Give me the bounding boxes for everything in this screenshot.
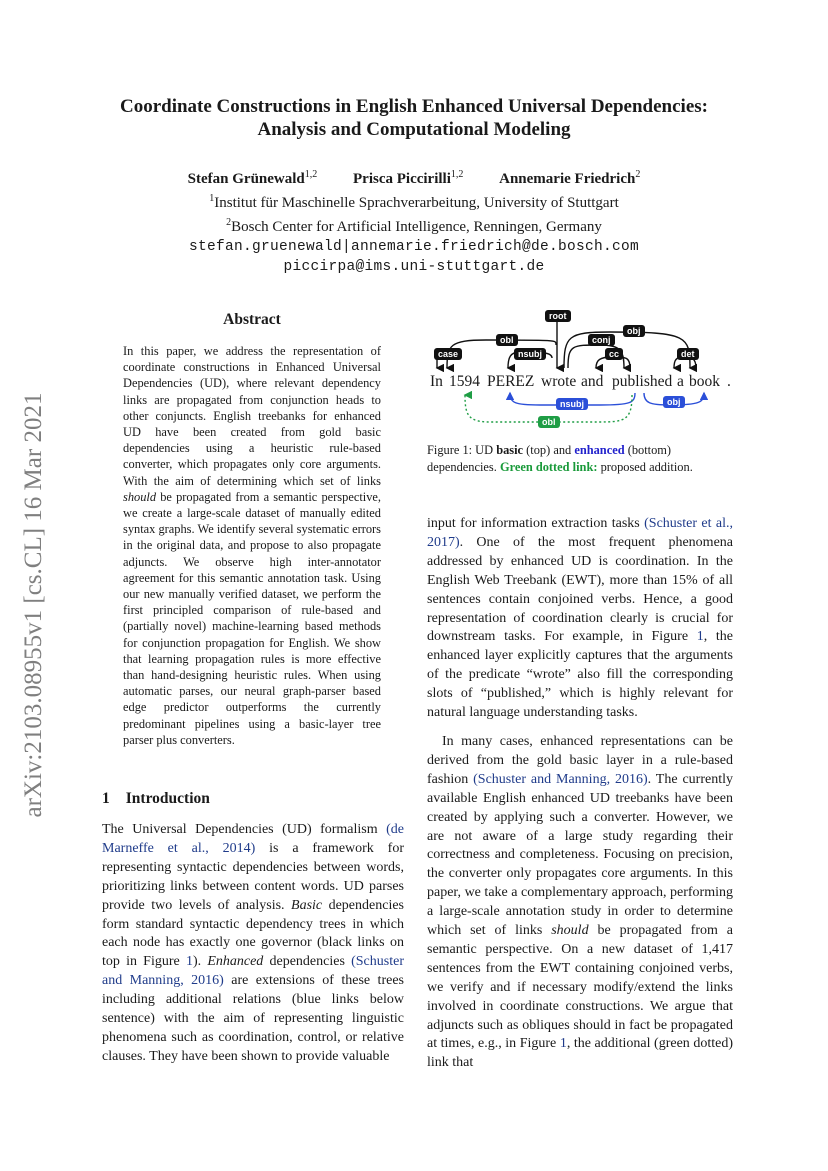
figure-ref-link[interactable]: 1 (185, 954, 193, 970)
arc-nsubj (508, 352, 552, 368)
arc-conj (568, 345, 624, 368)
email-1[interactable]: stefan.gruenewald|annemarie.friedrich@de.bosch.com (188, 239, 640, 255)
token: wrote (541, 373, 577, 390)
affiliation-1: $^1$Institut für Maschinelle Sprachverarbeitung, University of Stuttgart (209, 193, 619, 211)
label-obl: obl (496, 334, 518, 346)
author-block (60, 165, 768, 277)
citation-link[interactable]: (Schuster and Manning, 2016) (102, 954, 404, 989)
label-enhanced-nsubj: nsubj (556, 398, 588, 410)
affiliation-2: $^2$Bosch Center for Artificial Intelligence, Renningen, Germany (226, 217, 602, 235)
email-2[interactable]: piccirpa@ims.uni-stuttgart.de (283, 259, 545, 275)
citation-link[interactable]: (Schuster et al., 2017) (427, 516, 733, 550)
token: a (677, 373, 684, 390)
paragraph: In many cases, enhanced representations can be derived from the gold basic layer in a rule-based fashion (Schuster and Manning, 2016). The currently available English enhanced UD treebanks have been created by applying such a converter. However, we are not aware of a large study regarding their correctness and completeness. Focusing on precision, the converter only propagates core arguments. In this paper, we take a complementary approach, performing a large-scale annotation study in order to determine which set of links should be propagated from a semantic perspective. On a new dataset of 1,417 sentences from the EWT containing conjoined verbs, we verify and if necessary modify/extend the links involved in coordinate constructions. We argue that adjuncts such as obliques should in fact be propagated at times, e.g., in Figure 1, the additional (green dotted) link that (427, 733, 734, 1071)
intro-paragraph: The Universal Dependencies (UD) formalism (de Marneffe et al., 2014) is a framework for representing syntactic dependencies between words, prioritizing links between content words. UD parses provide two levels of analysis. Basic dependencies form standard syntactic dependency trees in which each node has exactly one governor (black links on top in Figure 1). Enhanced dependencies (Schuster and Manning, 2016) are extensions of these trees including additional relations (blue links below sentence) with the aim of representing linguistic phenomena such as coordination, control, or relative clauses. They have been shown to provide valuable (102, 822, 404, 1064)
arc-enhanced-obj (644, 393, 704, 405)
abstract-heading: Abstract (223, 311, 281, 328)
author: Stefan Grünewald$^{1,2}$ (187, 169, 318, 187)
label-det: det (677, 348, 699, 360)
label-proposed-obl: obl (538, 416, 560, 428)
paragraph: input for information extraction tasks (Schuster et al., 2017). One of the most frequent phenomena addressed by enhanced UD is coordination. In the English Web Treebank (EWT), more than 15% of all sentences contain conjoined verbs. Hence, a good representation of coordination clearly is crucial for downstream tasks. For example, in Figure 1, the enhanced layer explicitly captures that the arguments of the predicate “wrote” also fill the corresponding slots of “published,” which is highly relevant for natural language understanding tasks. (427, 516, 733, 721)
label-case: case (434, 348, 462, 360)
token: In (430, 373, 443, 390)
section-heading: 1 Introduction (102, 790, 210, 807)
arc-cc (596, 357, 630, 368)
arc-obj (564, 332, 690, 368)
citation-link[interactable]: (de Marneffe et al., 2014) (102, 822, 404, 856)
arc-case (437, 354, 460, 369)
token: PEREZ (487, 373, 535, 390)
label-cc: cc (605, 348, 623, 360)
author-names (60, 165, 768, 189)
figure-ref-link[interactable]: 1 (559, 1036, 567, 1052)
label-enhanced-obj: obj (663, 396, 685, 408)
right-column (427, 515, 733, 1073)
arc-enhanced-nsubj (510, 393, 635, 405)
figure-caption: Figure 1: UD basic (top) and enhanced (bottom) dependencies. Green dotted link: proposed addition. (427, 443, 693, 474)
arc-obl (447, 340, 556, 368)
arxiv-stamp: arXiv:2103.08955v1 [cs.CL] 16 Mar 2021 (20, 392, 47, 818)
label-obj: obj (623, 325, 645, 337)
token: 1594 (449, 373, 480, 390)
arc-det (674, 357, 696, 368)
citation-link[interactable]: (Schuster and Manning, 2016) (473, 771, 648, 787)
paper-title (60, 95, 768, 141)
abstract-text: In this paper, we address the representation of coordinate constructions in Enhanced Universal Dependencies (UD), where relevant dependency links are propagated from conjunction heads to other conjuncts. English treebanks for enhanced UD have been created from gold basic dependencies using a heuristic rule-based converter, which propagates only core arguments. With the aim of determining which set of links should be propagated from a semantic perspective, we create a large-scale dataset of manually edited syntax graphs. We identify several systematic errors in the original data, and propose to also propagate adjuncts. We observe high inter-annotator agreement for this semantic annotation task. Using our new manually verified dataset, we perform the first principled comparison of rule-based and (partially novel) machine-learning based methods for conjunction propagation for English. We show that learning propagation rules is more effective than hand-designing heuristic rules. When using automatic parses, our neural graph-parser based edge predictor outperforms the currently predominant pipelines using a basic-layer tree parser plus converters. (123, 344, 381, 747)
arc-proposed-obl (465, 395, 632, 422)
label-conj: conj (588, 334, 615, 346)
figure-ref-link[interactable]: 1 (696, 629, 704, 645)
token: book (689, 373, 720, 390)
token: published (612, 373, 673, 390)
title-line-1: Coordinate Constructions in English Enhanced Universal Dependencies: (119, 96, 708, 117)
label-root: root (545, 310, 571, 322)
label-nsubj: nsubj (514, 348, 546, 360)
author: Prisca Piccirilli$^{1,2}$ (353, 169, 464, 187)
token: . (727, 373, 731, 390)
token: and (581, 373, 604, 390)
author: Annemarie Friedrich$^2$ (499, 169, 641, 187)
title-line-2: Analysis and Computational Modeling (257, 119, 571, 140)
